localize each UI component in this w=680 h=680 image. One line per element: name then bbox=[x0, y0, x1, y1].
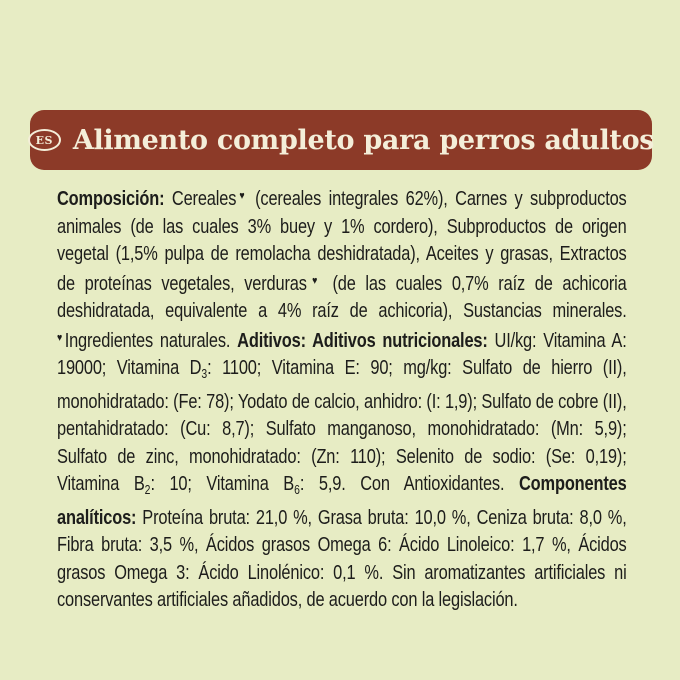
natural-ingredient-marker: ♥ bbox=[236, 190, 248, 202]
composition-segment: Ingredientes naturales. bbox=[64, 328, 238, 352]
composition-segment: : 10; Vitamina B bbox=[150, 472, 295, 495]
composition-segment: : 1100; Vitamina E: 90; mg/kg: Sulfato de hierro (II), monohidratado: (Fe: 78); Yodato de calcio, anhidro: (I: 1,9); Sulfato de cobre (II), pentahidratado: (Cu: 8,7); Sulfato manganoso, monohidratado: (Mn: 5,9); Sulfato de zinc, monohidratado: (Zn: 110); Selenito de sodio: (Se: 0,19); Vitamina B bbox=[57, 356, 627, 495]
natural-ingredient-marker: ♥ bbox=[57, 331, 65, 344]
composition-bold-segment: Composición: bbox=[57, 187, 165, 210]
composition-segment: (de las cuales 0,7% raíz de achicoria deshidratada, equivalente a 4% raíz de achicoria), Sustancias minerales. bbox=[57, 271, 627, 322]
composition-bold-segment: Componentes analíticos: bbox=[57, 472, 627, 529]
language-badge: ES bbox=[28, 129, 61, 151]
composition-segment: 6 bbox=[294, 482, 300, 497]
composition-segment: : 5,9. Con Antioxidantes. bbox=[299, 472, 519, 495]
composition-segment: (cereales integrales 62%), Carnes y subproductos animales (de las cuales 3% buey y 1% cordero), Subproductos de origen vegetal (1,5% pulpa de remolacha deshidratada), Aceites y grasas, Extractos de proteínas vegetales, verduras bbox=[57, 187, 627, 295]
composition-segment: Cereales bbox=[164, 187, 237, 210]
header-banner bbox=[30, 110, 655, 170]
composition-text bbox=[57, 183, 627, 614]
composition-segment: UI/kg: Vitamina A: 19000; Vitamina D bbox=[57, 328, 627, 379]
natural-ingredient-marker: ♥ bbox=[306, 274, 323, 287]
composition-segment: 3 bbox=[201, 366, 208, 381]
composition-bold-segment: Aditivos: Aditivos nutricionales: bbox=[237, 328, 488, 352]
composition-segment: 2 bbox=[144, 482, 151, 497]
composition-segment: Proteína bruta: 21,0 %, Grasa bruta: 10,0 %, Ceniza bruta: 8,0 %, Fibra bruta: 3,5 %, Ácidos grasos Omega 6: Ácido Linoleico: 1,7 %, Ácidos grasos Omega 3: Ácido Linolénico: 0,1 %. Sin aromatizantes artificiales ni conservantes artificiales añadidos, de acuerdo con la legislación. bbox=[57, 505, 627, 611]
page-title: Alimento completo para perros adultos bbox=[72, 124, 655, 156]
